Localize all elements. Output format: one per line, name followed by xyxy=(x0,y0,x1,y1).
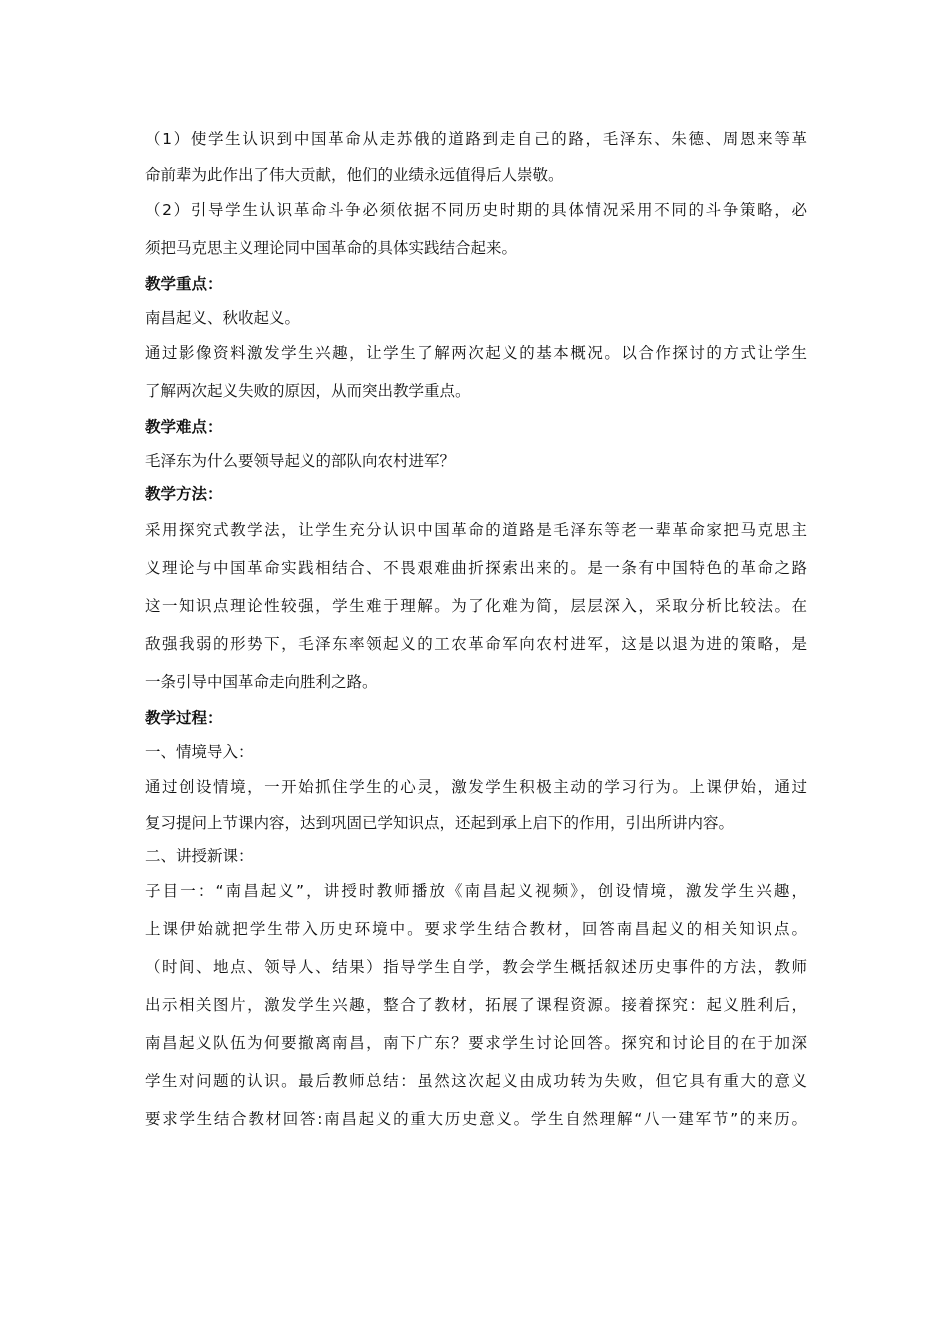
methods-line-2: 义理论与中国革命实践相结合、不畏艰难曲折探索出来的。是一条有中国特色的革命之路 xyxy=(145,559,807,577)
goal-1-line-2: 命前辈为此作出了伟大贡献，他们的业绩永远值得后人崇敬。 xyxy=(145,166,564,184)
new-lesson-line-3: （时间、地点、领导人、结果）指导学生自学，教会学生概括叙述历史事件的方法，教师 xyxy=(145,958,807,976)
new-lesson-line-1: 子目一：“南昌起义”，讲授时教师播放《南昌起义视频》，创设情境，激发学生兴趣， xyxy=(145,882,807,900)
intro-line-1: 通过创设情境，一开始抓住学生的心灵，激发学生积极主动的学习行为。上课伊始，通过 xyxy=(145,778,807,796)
goal-1-line-1: （1）使学生认识到中国革命从走苏俄的道路到走自己的路，毛泽东、朱德、周恩来等革 xyxy=(145,130,807,148)
key-points-topic: 南昌起义、秋收起义。 xyxy=(145,309,301,327)
intro-line-2: 复习提问上节课内容，达到巩固已学知识点，还起到承上启下的作用，引出所讲内容。 xyxy=(145,814,735,832)
new-lesson-line-6: 学生对问题的认识。最后教师总结：虽然这次起义由成功转为失败，但它具有重大的意义 xyxy=(145,1072,807,1090)
difficulties-heading: 教学难点： xyxy=(145,418,223,436)
difficulties-text: 毛泽东为什么要领导起义的部队向农村进军？ xyxy=(145,452,456,470)
goal-2-line-2: 须把马克思主义理论同中国革命的具体实践结合起来。 xyxy=(145,239,518,257)
new-lesson-line-2: 上课伊始就把学生带入历史环境中。要求学生结合教材，回答南昌起义的相关知识点。 xyxy=(145,920,807,938)
methods-line-3: 这一知识点理论性较强，学生难于理解。为了化难为简，层层深入，采取分析比较法。在 xyxy=(145,597,807,615)
goal-2-line-1: （2）引导学生认识革命斗争必须依据不同历史时期的具体情况采用不同的斗争策略，必 xyxy=(145,201,807,219)
key-points-line-1: 通过影像资料激发学生兴趣，让学生了解两次起义的基本概况。以合作探讨的方式让学生 xyxy=(145,344,807,362)
new-lesson-title: 二、讲授新课： xyxy=(145,847,254,865)
process-heading: 教学过程： xyxy=(145,709,223,727)
new-lesson-line-5: 南昌起义队伍为何要撤离南昌，南下广东？要求学生讨论回答。探究和讨论目的在于加深 xyxy=(145,1034,807,1052)
document-body xyxy=(145,124,807,1142)
intro-title: 一、情境导入： xyxy=(145,743,254,761)
methods-line-5: 一条引导中国革命走向胜利之路。 xyxy=(145,673,378,691)
new-lesson-line-4: 出示相关图片，激发学生兴趣，整合了教材，拓展了课程资源。接着探究：起义胜利后， xyxy=(145,996,807,1014)
key-points-heading: 教学重点： xyxy=(145,275,223,293)
methods-line-4: 敌强我弱的形势下，毛泽东率领起义的工农革命军向农村进军，这是以退为进的策略，是 xyxy=(145,635,807,653)
methods-heading: 教学方法： xyxy=(145,485,223,503)
key-points-line-2: 了解两次起义失败的原因，从而突出教学重点。 xyxy=(145,382,471,400)
methods-line-1: 采用探究式教学法，让学生充分认识中国革命的道路是毛泽东等老一辈革命家把马克思主 xyxy=(145,521,807,539)
new-lesson-line-7: 要求学生结合教材回答:南昌起义的重大历史意义。学生自然理解“八一建军节”的来历。 xyxy=(145,1110,807,1128)
